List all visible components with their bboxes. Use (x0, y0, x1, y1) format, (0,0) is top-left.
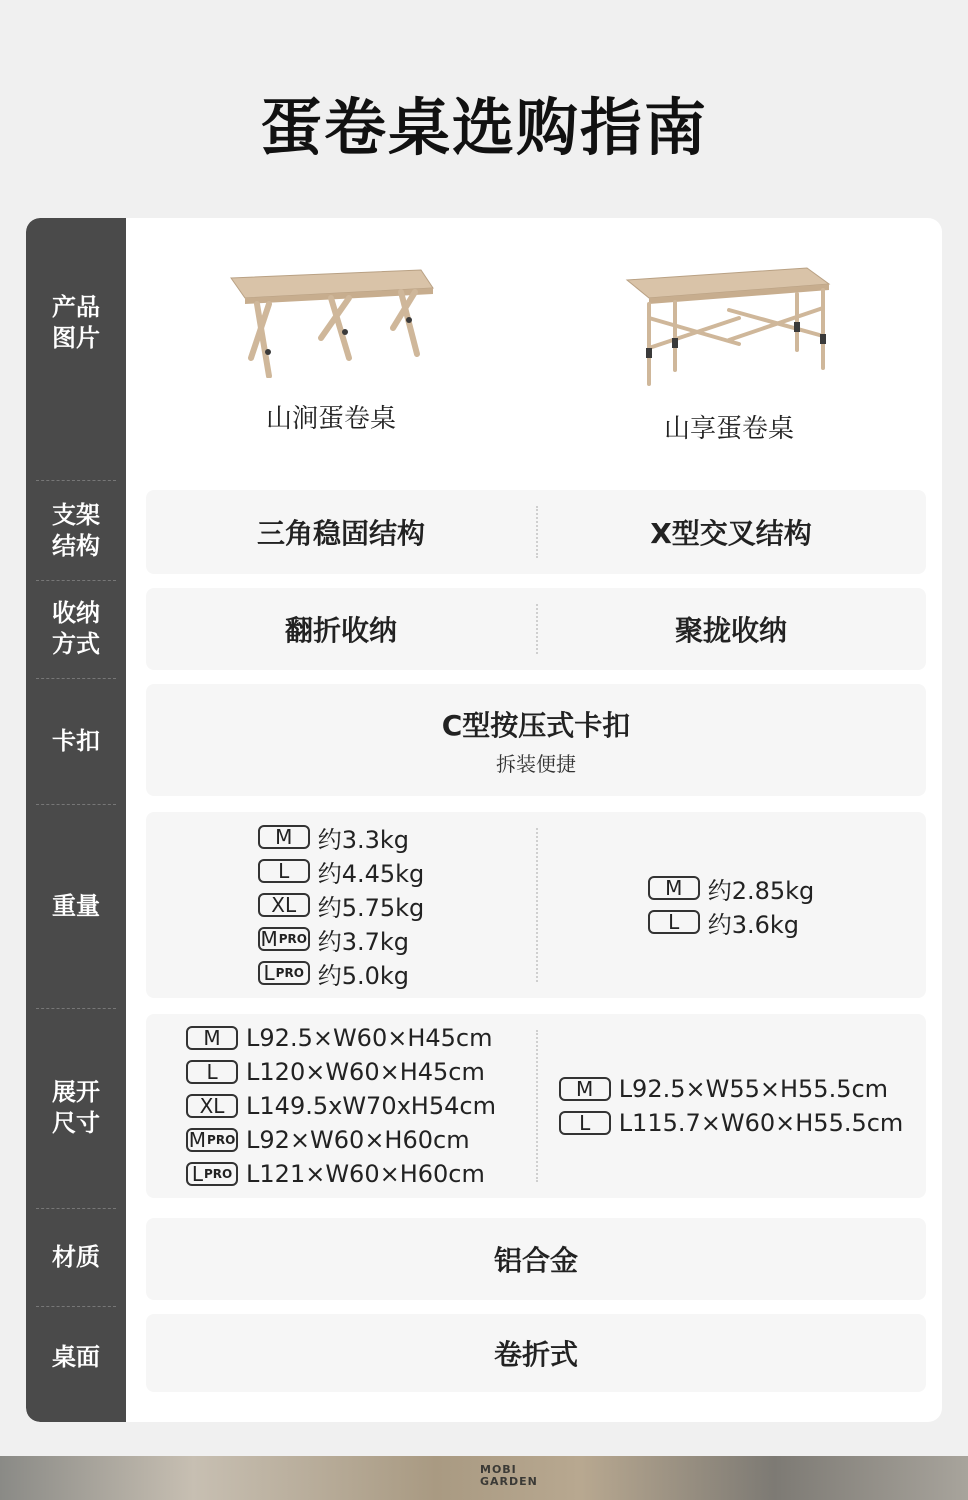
product-name-right: 山享蛋卷桌 (663, 414, 794, 444)
spec-row (186, 1160, 496, 1188)
row-frame (146, 490, 926, 574)
shanjian-table-icon (221, 258, 441, 378)
spec-value: L92.5×W55×H55.5cm (618, 1075, 889, 1103)
divider (36, 480, 116, 481)
size-tag (258, 859, 310, 883)
brand-line-1: MOBI (480, 1463, 517, 1476)
spec-row (258, 959, 425, 990)
size-tag (186, 1094, 238, 1118)
frame-right-value: X型交叉结构 (650, 517, 812, 550)
storage-left-value: 翻折收纳 (284, 614, 397, 647)
size-tag-letter: L (278, 859, 290, 883)
size-tag-letter: L (263, 961, 275, 985)
dimensions-left-list (186, 1024, 496, 1188)
row-buckle (146, 684, 926, 796)
bottom-photo-strip (0, 1456, 968, 1500)
row-material (146, 1218, 926, 1300)
page-title: 蛋卷桌选购指南 (259, 91, 708, 164)
spec-value: 约5.75kg (317, 893, 425, 922)
spec-value: L115.7×W60×H55.5cm (618, 1109, 904, 1137)
brand-line-2: GARDEN (480, 1475, 538, 1488)
spec-value: L92×W60×H60cm (246, 1126, 470, 1154)
size-tag-letter: M (188, 1128, 207, 1152)
size-tag-pro: PRO (275, 966, 304, 980)
spec-row (559, 1109, 904, 1137)
material-value: 铝合金 (493, 1244, 578, 1277)
spec-value: 约3.3kg (317, 825, 410, 854)
spec-value: 约5.0kg (317, 961, 410, 990)
frame-left-value: 三角稳固结构 (256, 517, 425, 550)
size-tag-letter: M (665, 876, 683, 900)
size-tag (186, 1026, 238, 1050)
sidebar (26, 218, 126, 1422)
spec-row (186, 1024, 496, 1052)
size-tag-pro: PRO (203, 1167, 233, 1181)
size-tag (648, 876, 700, 900)
size-tag-letter: L (206, 1060, 218, 1084)
size-tag (186, 1128, 238, 1152)
spec-value: L120×W60×H45cm (246, 1058, 485, 1086)
size-tag-pro: PRO (207, 1133, 236, 1147)
buckle-note: 拆装便捷 (496, 751, 576, 776)
label-storage: 收纳 方式 (52, 599, 100, 658)
size-tag (258, 825, 310, 849)
size-tag (258, 961, 310, 985)
size-tag-letter: L (579, 1111, 591, 1135)
spec-row (258, 925, 425, 956)
dimensions-right-list (559, 1075, 904, 1137)
dimensions-right-cell (536, 1014, 926, 1198)
buckle-value: C型按压式卡扣 (441, 708, 631, 742)
product-shanxiang (579, 258, 879, 445)
size-tag-pro: PRO (278, 932, 307, 946)
spec-row (648, 908, 815, 939)
label-buckle: 卡扣 (52, 726, 100, 755)
spec-value: L121×W60×H60cm (246, 1160, 485, 1188)
size-tag-letter: L (191, 1162, 203, 1186)
label-material: 材质 (52, 1242, 100, 1271)
shanxiang-table-icon (619, 258, 839, 388)
spec-row (186, 1126, 496, 1154)
comparison-panel (26, 218, 942, 1422)
spec-value: L92.5×W60×H45cm (246, 1024, 493, 1052)
spec-value: L149.5xW70xH54cm (246, 1092, 496, 1120)
spec-row (186, 1092, 496, 1120)
row-tabletop (146, 1314, 926, 1392)
brand-logo (480, 1464, 538, 1488)
size-tag (559, 1077, 611, 1101)
spec-value: 约4.45kg (317, 859, 425, 888)
size-tag (186, 1162, 238, 1186)
product-shanjian (181, 258, 481, 435)
spec-value: 约2.85kg (707, 876, 815, 905)
dimensions-left-cell (146, 1014, 536, 1198)
row-storage (146, 588, 926, 670)
weight-left-list (258, 823, 425, 990)
label-dimensions: 展开 尺寸 (52, 1078, 100, 1137)
size-tag (648, 910, 700, 934)
label-picture: 产品 图片 (52, 293, 100, 352)
product-name-left: 山涧蛋卷桌 (265, 404, 396, 434)
size-tag (559, 1111, 611, 1135)
label-weight: 重量 (52, 891, 100, 920)
size-tag-letter: M (260, 927, 278, 951)
size-tag-letter: M (275, 825, 293, 849)
size-tag-letter: XL (271, 893, 297, 917)
storage-right-value: 聚拢收纳 (674, 614, 787, 647)
spec-value: 约3.7kg (317, 927, 410, 956)
spec-row (258, 891, 425, 922)
size-tag (258, 893, 310, 917)
weight-left-cell (146, 812, 536, 998)
spec-row (559, 1075, 904, 1103)
size-tag-letter: L (668, 910, 680, 934)
weight-right-list (648, 874, 815, 939)
spec-value: 约3.6kg (707, 910, 800, 939)
spec-row (648, 874, 815, 905)
row-dimensions (146, 1014, 926, 1198)
row-weight (146, 812, 926, 998)
size-tag-letter: M (203, 1026, 221, 1050)
size-tag (258, 927, 310, 951)
weight-right-cell (536, 812, 926, 998)
size-tag-letter: XL (199, 1094, 225, 1118)
size-tag-letter: M (576, 1077, 594, 1101)
spec-row (258, 857, 425, 888)
tabletop-value: 卷折式 (493, 1338, 578, 1371)
size-tag (186, 1060, 238, 1084)
spec-row (258, 823, 425, 854)
label-tabletop: 桌面 (52, 1342, 100, 1371)
spec-row (186, 1058, 496, 1086)
label-frame: 支架 结构 (52, 501, 100, 560)
